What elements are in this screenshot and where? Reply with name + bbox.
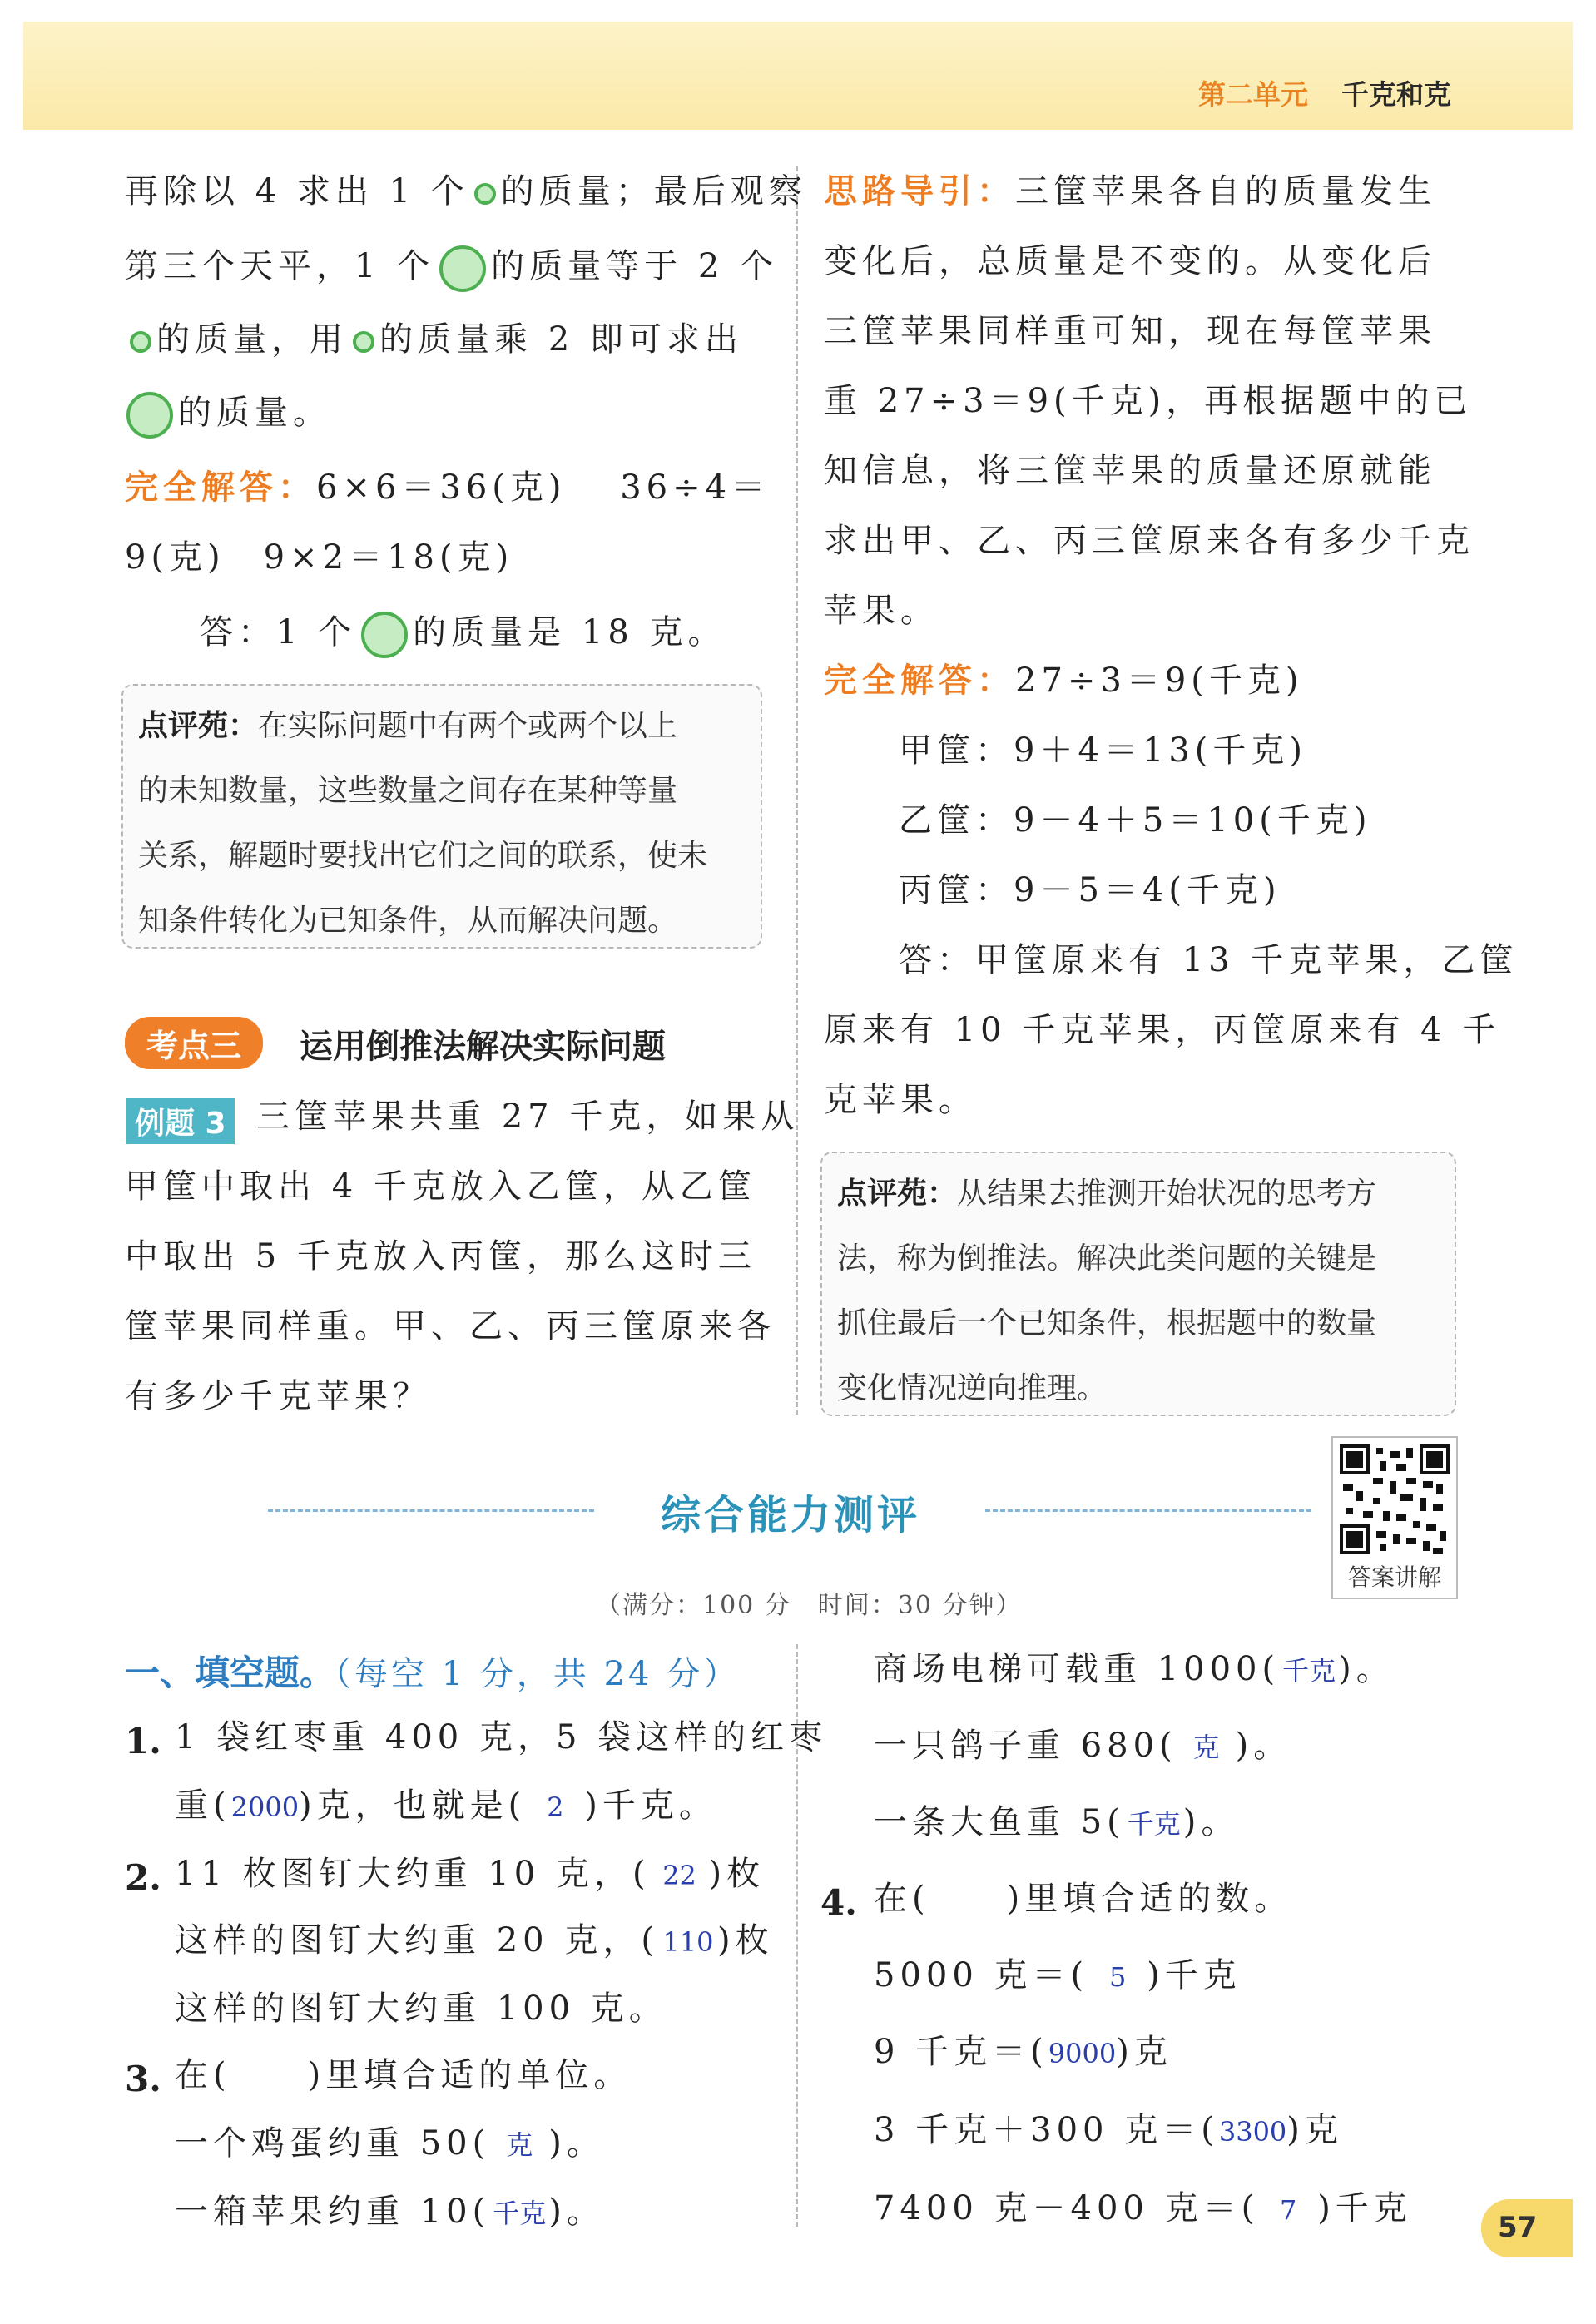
column-divider-top bbox=[796, 166, 798, 1415]
left-line-2: 第三个天平，1 个 的质量等于 2 个 bbox=[125, 231, 778, 301]
right-solution-2: 乙筐：9－4＋5＝10(千克) bbox=[899, 801, 1372, 840]
q1-line-2: 重(2000)克，也就是( 2 )千克。 bbox=[175, 1771, 717, 1842]
guide-line-5: 知信息，将三筐苹果的质量还原就能 bbox=[824, 452, 1436, 490]
q4-answer-1[interactable]: 5 bbox=[1108, 1961, 1127, 1993]
q3-answer-2[interactable]: 千克 bbox=[493, 2198, 547, 2229]
guide-line-6: 求出甲、乙、丙三筐原来各有多少千克 bbox=[824, 522, 1475, 560]
q3-number: 3. bbox=[125, 2059, 161, 2099]
q4-number: 4. bbox=[820, 1882, 857, 1923]
q3-answer-5[interactable]: 千克 bbox=[1127, 1808, 1181, 1840]
left-solution-1: 完全解答：6×6＝36(克) 36÷4＝ bbox=[125, 468, 771, 507]
guide-line-1: 思路导引：三筐苹果各自的质量发生 bbox=[824, 172, 1436, 211]
q4-answer-3[interactable]: 3300 bbox=[1218, 2116, 1287, 2148]
q3-item-4: 一只鸽子重 680( 克 )。 bbox=[874, 1711, 1291, 1782]
example-line-5: 有多少千克苹果？ bbox=[125, 1377, 431, 1415]
example-line-2: 甲筐中取出 4 千克放入乙筐，从乙筐 bbox=[125, 1167, 756, 1206]
q4-item-1: 5000 克＝( 5 )千克 bbox=[874, 1940, 1242, 2012]
kaodian-title: 运用倒推法解决实际问题 bbox=[300, 1028, 666, 1066]
q3-item-3: 商场电梯可载重 1000(千克)。 bbox=[874, 1634, 1395, 1706]
guide-line-4: 重 27÷3＝9(千克)，再根据题中的已 bbox=[824, 382, 1473, 420]
example-tag: 例题 3 bbox=[126, 1098, 235, 1144]
left-line-3: 的质量，用 的质量乘 2 即可求出 bbox=[125, 305, 743, 374]
review-line: 知条件转化为已知条件，从而解决问题。 bbox=[138, 904, 678, 938]
guide-line-3: 三筐苹果同样重可知，现在每筐苹果 bbox=[824, 312, 1436, 350]
q1-number: 1. bbox=[125, 1721, 161, 1762]
assessment-title: 综合能力测评 bbox=[661, 1492, 921, 1539]
section1-heading: 一、填空题。（每空 1 分，共 24 分） bbox=[125, 1653, 741, 1693]
small-circle-icon bbox=[130, 331, 151, 353]
q2-answer-1[interactable]: 22 bbox=[662, 1860, 696, 1891]
example-line-4: 筐苹果同样重。甲、乙、丙三筐原来各 bbox=[125, 1307, 776, 1345]
q2-number: 2. bbox=[125, 1857, 161, 1898]
qr-code[interactable] bbox=[1331, 1436, 1458, 1599]
page-number: 57 bbox=[1498, 2211, 1538, 2244]
review-box-2 bbox=[820, 1152, 1456, 1416]
q3-item-5: 一条大鱼重 5(千克)。 bbox=[874, 1787, 1239, 1859]
topic-label: 千克和克 bbox=[1341, 78, 1451, 111]
q3-item-2: 一箱苹果约重 10(千克)。 bbox=[175, 2177, 605, 2248]
q4-item-2: 9 千克＝(9000)克 bbox=[874, 2017, 1172, 2089]
review-line: 点评苑：在实际问题中有两个或两个以上 bbox=[138, 709, 678, 743]
q3-item-1: 一个鸡蛋约重 50( 克 )。 bbox=[175, 2108, 605, 2180]
title-rule-left bbox=[268, 1509, 594, 1512]
q2-answer-2[interactable]: 110 bbox=[662, 1926, 714, 1958]
q1-answer-2[interactable]: 2 bbox=[547, 1791, 564, 1823]
right-answer-1: 答：甲筐原来有 13 千克苹果，乙筐 bbox=[899, 941, 1519, 979]
guide-line-2: 变化后，总质量是不变的。从变化后 bbox=[824, 242, 1436, 280]
left-line-1: 再除以 4 求出 1 个 的质量；最后观察 bbox=[125, 172, 807, 211]
q3-answer-4[interactable]: 克 bbox=[1192, 1732, 1220, 1763]
q3-answer-3[interactable]: 千克 bbox=[1282, 1655, 1336, 1687]
review-line: 关系，解题时要找出它们之间的联系，使未 bbox=[138, 839, 708, 873]
q3-answer-1[interactable]: 克 bbox=[506, 2129, 533, 2161]
example-line-1: 三筐苹果共重 27 千克，如果从 bbox=[256, 1098, 800, 1136]
q2-line-3: 这样的图钉大约重 100 克。 bbox=[175, 1990, 667, 2028]
left-line-4: 的质量。 bbox=[121, 378, 331, 448]
header-band bbox=[23, 22, 1573, 130]
review-line: 法，称为倒推法。解决此类问题的关键是 bbox=[837, 1241, 1377, 1276]
q1-answer-1[interactable]: 2000 bbox=[230, 1791, 300, 1823]
review-line: 抓住最后一个已知条件，根据题中的数量 bbox=[837, 1306, 1377, 1340]
q4-item-4: 7400 克－400 克＝( 7 )千克 bbox=[874, 2173, 1412, 2245]
large-circle-icon bbox=[126, 392, 173, 439]
large-circle-icon bbox=[361, 612, 408, 658]
q4-answer-4[interactable]: 7 bbox=[1280, 2194, 1297, 2226]
small-circle-icon bbox=[353, 331, 374, 353]
title-rule-right bbox=[985, 1509, 1311, 1512]
right-solution-0: 完全解答：27÷3＝9(千克) bbox=[824, 662, 1304, 700]
right-solution-3: 丙筐：9－5＝4(千克) bbox=[899, 871, 1281, 909]
review-line: 点评苑：从结果去推测开始状况的思考方 bbox=[837, 1177, 1377, 1211]
guide-line-7: 苹果。 bbox=[824, 592, 939, 630]
qr-caption: 答案讲解 bbox=[1347, 1563, 1441, 1591]
review-box-1 bbox=[121, 684, 762, 949]
q1-line-1: 1 袋红枣重 400 克，5 袋这样的红枣 bbox=[175, 1718, 828, 1757]
example-line-3: 中取出 5 千克放入丙筐，那么这时三 bbox=[125, 1237, 756, 1276]
unit-label: 第二单元 bbox=[1198, 78, 1308, 111]
assessment-info: （满分：100 分 时间：30 分钟） bbox=[596, 1591, 1023, 1620]
q4-answer-2[interactable]: 9000 bbox=[1048, 2038, 1117, 2069]
right-solution-1: 甲筐：9＋4＝13(千克) bbox=[899, 731, 1308, 770]
review-line: 的未知数量，这些数量之间存在某种等量 bbox=[138, 774, 678, 808]
right-answer-2: 原来有 10 千克苹果，丙筐原来有 4 千 bbox=[824, 1011, 1501, 1049]
small-circle-icon bbox=[474, 183, 496, 205]
kaodian-tag: 考点三 bbox=[125, 1017, 263, 1069]
large-circle-icon bbox=[439, 245, 486, 292]
q2-line-1: 11 枚图钉大约重 10 克，( 22 )枚 bbox=[175, 1839, 765, 1910]
right-answer-3: 克苹果。 bbox=[824, 1081, 977, 1119]
q2-line-2: 这样的图钉大约重 20 克，( 110 )枚 bbox=[175, 1905, 774, 1977]
left-answer: 答：1 个 的质量是 18 克。 bbox=[200, 597, 726, 667]
qr-code-icon bbox=[1340, 1444, 1450, 1554]
q4-stem: 在( )里填合适的数。 bbox=[874, 1880, 1293, 1918]
left-solution-2: 9(克) 9×2＝18(克) bbox=[125, 538, 514, 577]
q3-stem: 在( )里填合适的单位。 bbox=[175, 2056, 632, 2094]
q4-item-3: 3 千克＋300 克＝(3300)克 bbox=[874, 2095, 1343, 2167]
review-line: 变化情况逆向推理。 bbox=[837, 1371, 1108, 1405]
